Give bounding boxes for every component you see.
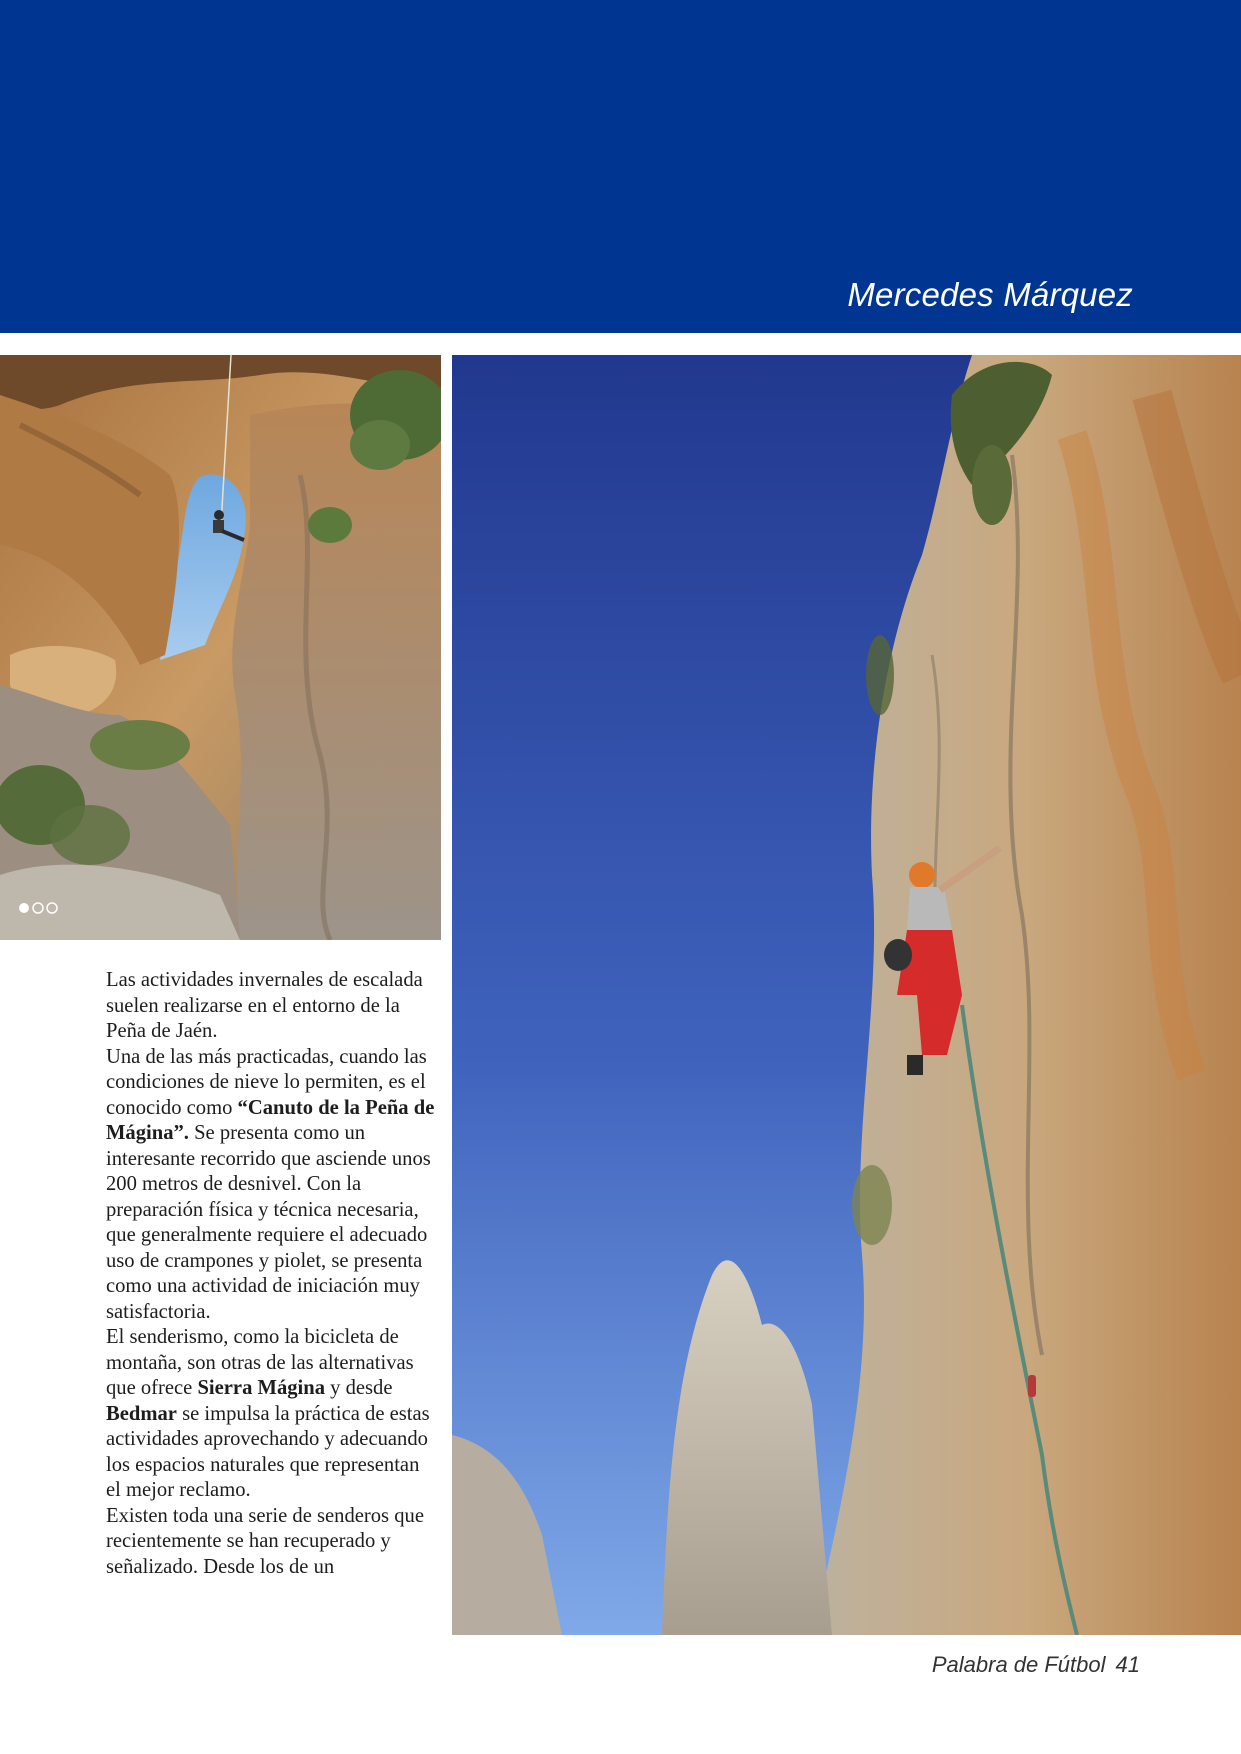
left-photo [0, 355, 441, 940]
page-footer [932, 1652, 1140, 1678]
bedmar-highlight: Bedmar [106, 1402, 177, 1425]
paragraph-2: Una de las más practicadas, cuando las condiciones de nieve lo permiten, es el conocido como “Canuto de la Peña de Mágina”. Se presenta como un interesante recorrido que asciende unos 200 metros de desnivel. Con la preparación física y técnica necesaria, que generalmente requiere el adecuado uso de crampones y piolet, se presenta como una actividad de iniciación muy satisfactoria. [106, 1045, 435, 1323]
paragraph-1: Las actividades invernales de escalada suelen realizarse en el entorno de la Peña de Jaén. [106, 969, 423, 1042]
sierra-magina-highlight: Sierra Mágina [197, 1377, 326, 1399]
right-photo [452, 355, 1241, 1635]
paragraph-3: El senderismo, como la bicicleta de montaña, son otras de las alternativas que ofrece Sierra Mágina y desde Bedmar se impulsa la práctica de estas actividades aprovechando y adecuando los espacios naturales que representan el mejor reclamo. [106, 1326, 430, 1501]
page-number: 41 [1115, 1652, 1140, 1677]
publication-name: Palabra de Fútbol [931, 1652, 1106, 1677]
author-name: Mercedes Márquez [847, 276, 1133, 313]
canuto-highlight: “Canuto de la Peña de Mágina”. [106, 1096, 435, 1144]
header-band [0, 0, 1241, 333]
paragraph-4: Existen toda una serie de senderos que recientemente se han recuperado y señalizado. Desde los de un [106, 1504, 424, 1578]
article-body [106, 968, 436, 1580]
